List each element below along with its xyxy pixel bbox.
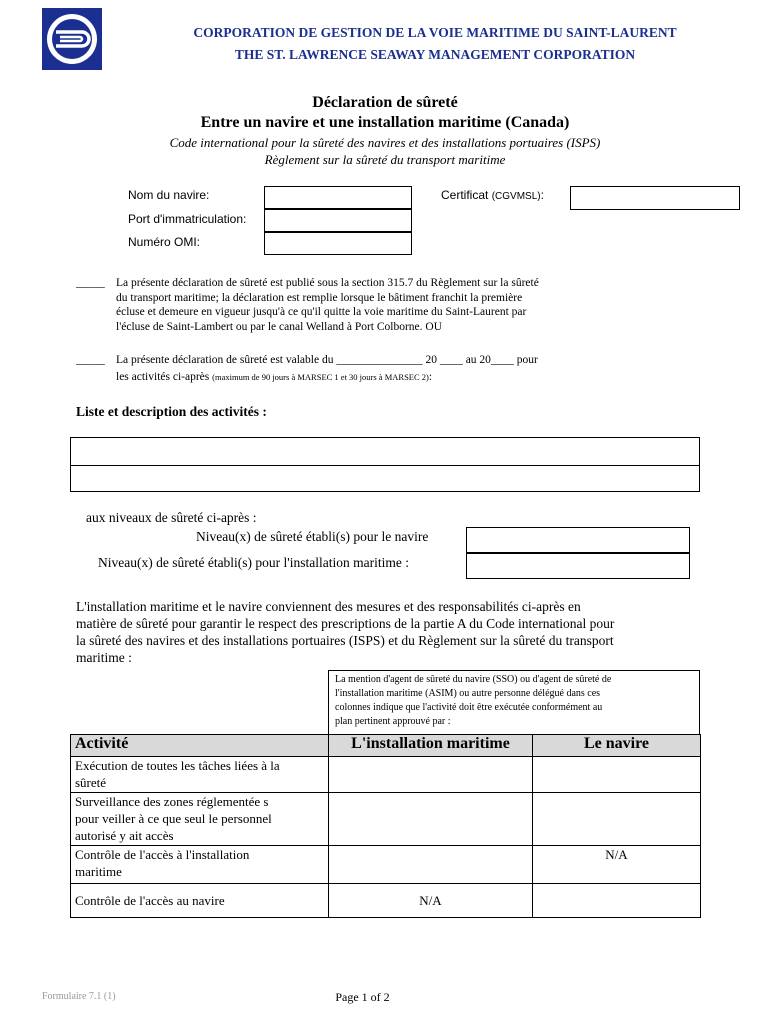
org-name-en: THE ST. LAWRENCE SEAWAY MANAGEMENT CORPORATION	[234, 47, 636, 62]
ship-level-label: Niveau(x) de sûreté établi(s) pour le navire	[196, 529, 429, 544]
seaway-logo	[42, 8, 102, 70]
activity-cell	[71, 793, 329, 846]
activities-list-row-2[interactable]	[71, 466, 699, 492]
activity-cell	[71, 757, 329, 793]
activity-line1: Surveillance des zones réglementée s	[75, 794, 269, 809]
certificate-colon: :	[540, 188, 544, 202]
ship-name-field[interactable]	[264, 186, 412, 209]
table-row	[71, 757, 701, 793]
option1-text	[116, 276, 736, 334]
option1-line1: La présente déclaration de sûreté est publié sous la section 315.7 du Règlement sur la sûreté	[116, 277, 539, 289]
ship-cell[interactable]	[533, 757, 701, 793]
certificate-field[interactable]	[570, 186, 740, 210]
document-title: Déclaration de sûreté	[312, 94, 458, 111]
activity-line2: pour veiller à ce que seul le personnel	[75, 811, 272, 826]
note-line2: l'installation maritime (ASIM) ou autre personne délégué dans ces	[335, 688, 601, 699]
activities-list-row-1[interactable]	[71, 438, 699, 466]
certificate-sub-label: (CGVMSL)	[491, 191, 541, 202]
page-number: Page 1 of 2	[335, 990, 390, 1004]
agreement-line2: matière de sûreté pour garantir le respect des prescriptions de la partie A du Code international pour	[76, 616, 615, 631]
facility-cell[interactable]: N/A	[329, 884, 533, 918]
certificate-label	[441, 188, 544, 202]
marsec-note: (maximum de 90 jours à MARSEC 1 et 30 jours à MARSEC 2)	[212, 371, 429, 382]
option1-blank[interactable]: _____	[76, 277, 105, 289]
agreement-line1: L'installation maritime et le navire conviennent des mesures et des responsabilités ci-après en	[76, 599, 581, 614]
table-row	[71, 884, 701, 918]
header-activity: Activité	[71, 735, 329, 757]
activity-cell	[71, 846, 329, 884]
facility-cell[interactable]	[329, 757, 533, 793]
facility-level-label: Niveau(x) de sûreté établi(s) pour l'installation maritime :	[98, 555, 409, 570]
regulation-reference: Règlement sur la sûreté du transport maritime	[264, 152, 506, 167]
facility-level-field[interactable]	[466, 553, 690, 579]
option2-colon: :	[428, 370, 433, 383]
ship-name-label: Nom du navire:	[128, 188, 210, 202]
imo-label: Numéro OMI:	[128, 235, 201, 249]
org-name-fr: CORPORATION DE GESTION DE LA VOIE MARITIME DU SAINT-LAURENT	[193, 25, 677, 40]
isps-code-reference: Code international pour la sûreté des navires et des installations portuaires (ISPS)	[169, 135, 601, 150]
table-row	[71, 846, 701, 884]
activity-line3: autorisé y ait accès	[75, 828, 174, 843]
activity-line1: Contrôle de l'accès au navire	[75, 893, 225, 908]
activity-line2: maritime	[75, 864, 122, 879]
activities-table	[70, 734, 701, 918]
option1-line2: du transport maritime; la déclaration est remplie lorsque le bâtiment franchit la première	[116, 291, 523, 304]
activity-cell	[71, 884, 329, 918]
table-header-row	[71, 735, 701, 757]
option2-blank[interactable]: _____	[76, 354, 105, 366]
note-line4: plan pertinent approuvé par :	[335, 716, 451, 727]
ship-cell[interactable]: N/A	[533, 846, 701, 884]
imo-field[interactable]	[264, 232, 412, 255]
option2-line1: La présente déclaration de sûreté est valable du _______________ 20 ____ au 20____ pour	[116, 354, 538, 366]
form-identifier: Formulaire 7.1 (1)	[42, 991, 116, 1002]
port-field[interactable]	[264, 209, 412, 232]
ship-cell[interactable]	[533, 884, 701, 918]
header-facility: L'installation maritime	[329, 735, 533, 757]
facility-cell[interactable]	[329, 793, 533, 846]
option1-line3: écluse et demeure en vigueur jusqu'à ce qu'il quitte la voie maritime du Saint-Laurent par	[116, 306, 527, 318]
option1-line4: l'écluse de Saint-Lambert ou par le canal Welland à Port Colborne. OU	[116, 320, 443, 333]
ship-level-field[interactable]	[466, 527, 690, 553]
responsibility-note	[328, 670, 700, 734]
activities-list-box	[70, 437, 700, 492]
option2-line2: les activités ci-après	[116, 370, 210, 383]
table-row	[71, 793, 701, 846]
certificate-label-text: Certificat	[441, 188, 489, 202]
agreement-paragraph	[76, 598, 746, 666]
ship-cell[interactable]	[533, 793, 701, 846]
header-ship: Le navire	[533, 735, 701, 757]
note-line1: La mention d'agent de sûreté du navire (SSO) ou d'agent de sûreté de	[335, 674, 612, 685]
security-levels-intro: aux niveaux de sûreté ci-après :	[86, 510, 257, 525]
option2-text	[116, 353, 736, 384]
seaway-logo-icon	[42, 8, 102, 70]
activity-line1: Exécution de toutes les tâches liées à la	[75, 758, 280, 773]
activities-list-heading: Liste et description des activités :	[76, 404, 267, 419]
port-label: Port d'immatriculation:	[128, 212, 247, 226]
document-subtitle: Entre un navire et une installation maritime (Canada)	[200, 114, 570, 131]
note-line3: colonnes indique que l'activité doit être exécutée conformément au	[335, 702, 603, 713]
activity-line2: sûreté	[75, 775, 107, 790]
facility-cell[interactable]	[329, 846, 533, 884]
agreement-line3: la sûreté des navires et des installations portuaires (ISPS) et du Règlement sur la sûreté du transport	[76, 633, 614, 648]
activity-line1: Contrôle de l'accès à l'installation	[75, 847, 250, 862]
agreement-line4: maritime :	[76, 650, 132, 665]
